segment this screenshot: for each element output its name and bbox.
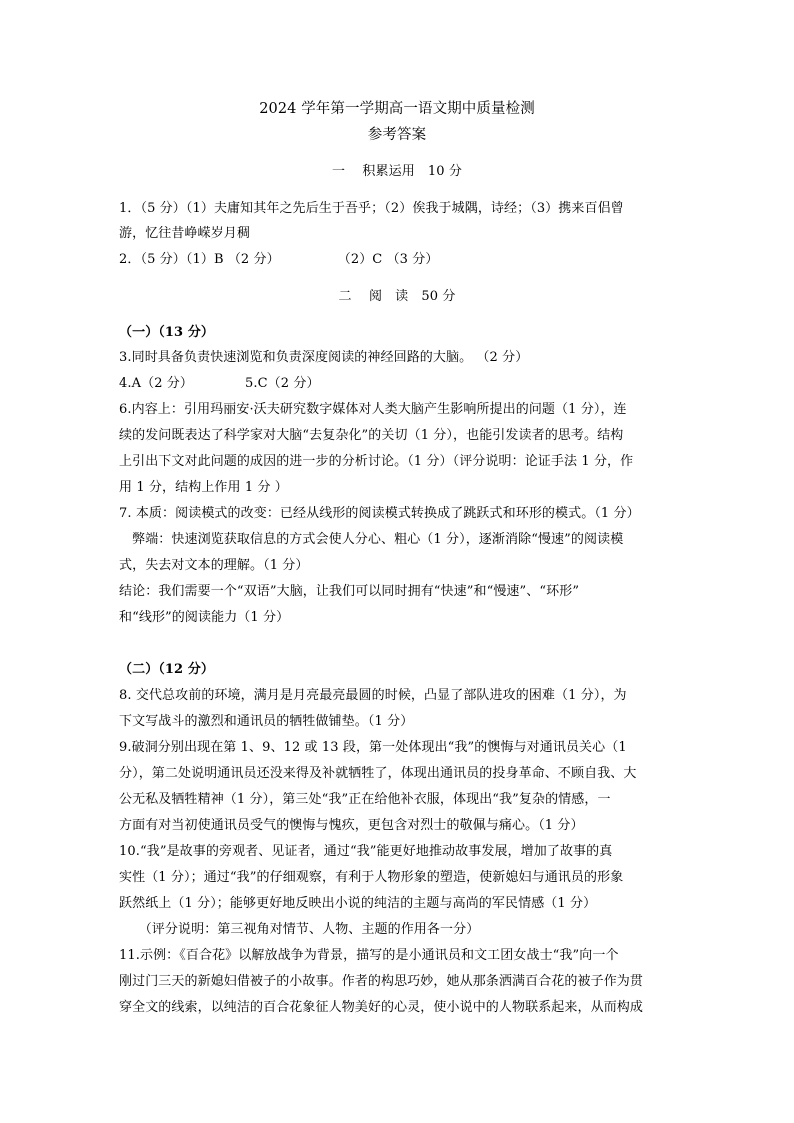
answer-q5: 5.C（2 分）	[245, 376, 320, 391]
answer-q9-line: 分），第二处说明通讯员还没来得及补就牺牲了，体现出通讯员的投身革命、不顾自我、大	[119, 766, 637, 781]
answer-q1-line: 游，忆往昔峥嵘岁月稠	[119, 226, 251, 241]
answer-q7-line: 7. 本质：阅读模式的改变：已经从线形的阅读模式转换成了跳跃式和环形的模式。（1 分）	[119, 506, 640, 521]
document-subtitle: 参考答案	[367, 127, 427, 143]
answer-q6-line: 上引出下文对此问题的成因的进一步的分析讨论。（1 分）（评分说明：论证手法 1 分，作	[119, 454, 634, 469]
answer-q2	[119, 250, 679, 270]
answer-q7-line: 式，失去对文本的理解。（1 分）	[119, 558, 309, 573]
part-heading-2: （二）（12 分）	[119, 662, 215, 677]
answer-q10-line: 实性（1 分）；通过“我”的仔细观察，有利于人物形象的塑造，使新媳妇与通讯员的形象	[119, 870, 624, 885]
answer-q10-line: 10.“我”是故事的旁观者、见证者，通过“我”能更好地推动故事发展，增加了故事的真	[119, 844, 613, 859]
answer-q9-line: 公无私及牺牲精神（1 分），第三处“我”正在给他补衣服，体现出“我”复杂的情感，一	[119, 792, 611, 807]
answer-q7-line: 和“线形”的阅读能力（1 分）	[119, 610, 290, 625]
section-heading-reading: 二 阅 读 50 分	[338, 289, 456, 304]
answer-q6-line: 用 1 分，结构上作用 1 分 ）	[119, 480, 288, 495]
section-heading-accumulation: 一 积累运用 10 分	[331, 164, 462, 179]
answer-q4-q5	[119, 374, 679, 394]
answer-q6-line: 6.内容上：引用玛丽安·沃夫研究数字媒体对人类大脑产生影响所提出的问题（1 分），连	[119, 402, 627, 417]
answer-q9-line: 9.破洞分别出现在第 1、9、12 或 13 段，第一处体现出“我”的懊悔与对通讯员关心（1	[119, 740, 627, 755]
answer-q1-line: 1．（5 分）（1）夫庸知其年之先后生于吾乎；（2）俟我于城隅，诗经；（3）携来百侣曾	[119, 201, 624, 216]
answer-q7-line: 弊端：快速浏览获取信息的方式会使人分心、粗心（1 分），逐渐消除“慢速”的阅读模	[119, 532, 624, 547]
answer-q7-line: 结论：我们需要一个“双语”大脑，让我们可以同时拥有“快速”和“慢速”、“环形”	[119, 584, 580, 599]
answer-q6-line: 续的发问既表达了科学家对大脑“去复杂化”的关切（1 分），也能引发读者的思考。结构	[119, 428, 624, 443]
answer-q10-line: 跃然纸上（1 分）；能够更好地反映出小说的纯洁的主题与高尚的军民情感（1 分）	[119, 896, 597, 911]
part-heading-1: （一）（13 分）	[119, 325, 215, 340]
answer-q2-part1: 2．（5 分）（1）B （2 分）	[119, 252, 280, 267]
answer-q2-part2: （2）C （3 分）	[337, 252, 439, 267]
answer-q8-line: 8. 交代总攻前的环境，满月是月亮最亮最圆的时候，凸显了部队进攻的困难（1 分），为	[119, 688, 627, 703]
answer-q11-line: 11.示例：《百合花》以解放战争为背景，描写的是小通讯员和文工团女战士“我”向一个	[119, 948, 619, 963]
answer-q10-scoring-note: （评分说明：第三视角对情节、人物、主题的作用各一分）	[119, 922, 480, 937]
answer-q8-line: 下文写战斗的激烈和通讯员的牺牲做铺垫。（1 分）	[119, 714, 414, 729]
answer-q11-line: 刚过门三天的新媳妇借被子的小故事。作者的构思巧妙，她从那条洒满百合花的被子作为贯	[119, 974, 644, 989]
answer-q9-line: 方面有对当初使通讯员受气的懊悔与愧疚，更包含对烈士的敬佩与痛心。（1 分）	[119, 818, 584, 833]
answer-q3: 3.同时具备负责快速浏览和负责深度阅读的神经回路的大脑。 （2 分）	[119, 350, 529, 365]
document-title: 2024 学年第一学期高一语文期中质量检测	[259, 101, 535, 117]
answer-q11-line: 穿全文的线索，以纯洁的百合花象征人物美好的心灵，使小说中的人物联系起来，从而构成	[119, 1000, 644, 1015]
answer-q4: 4.A（2 分）	[119, 376, 193, 391]
